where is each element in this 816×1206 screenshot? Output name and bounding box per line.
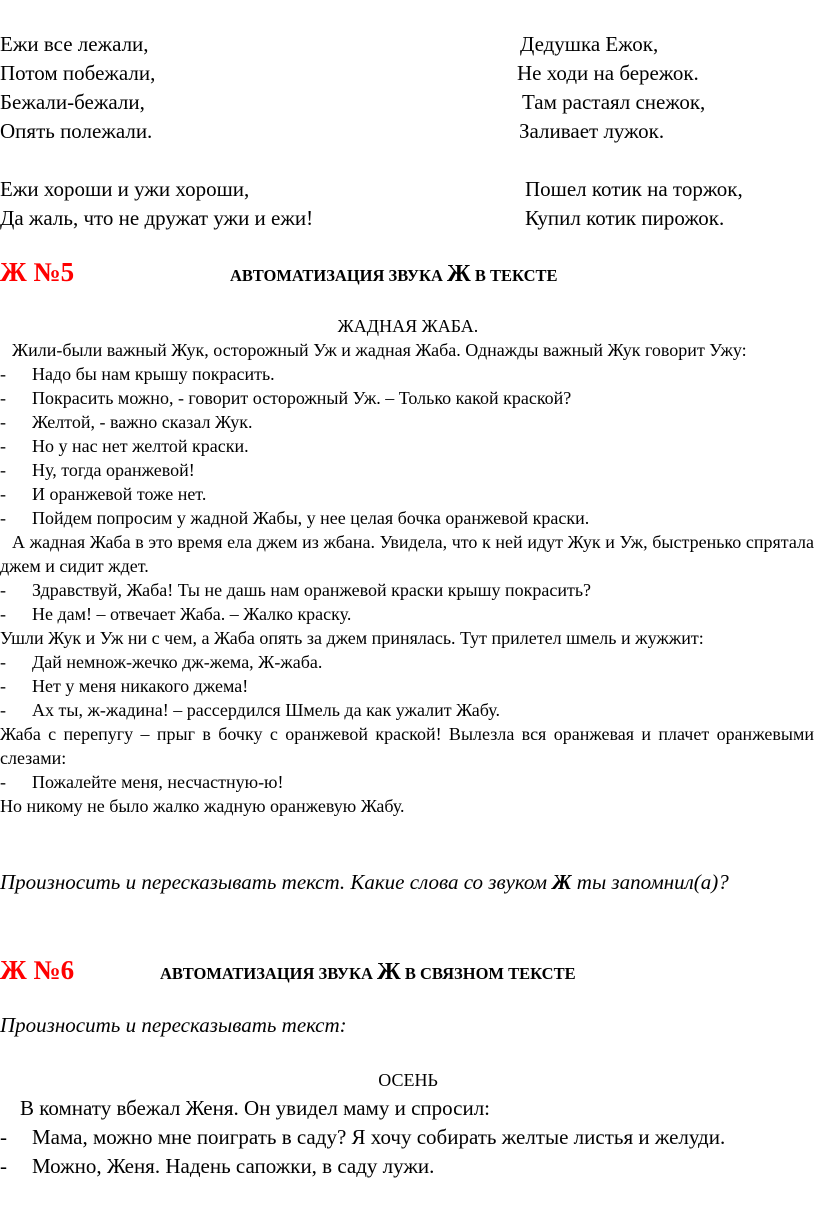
poem-line: Потом побежали, [0,61,156,85]
section-6-heading [0,952,816,992]
poem-left [0,30,313,233]
section-6-task: Произносить и пересказывать текст: [0,1013,347,1037]
section-5-heading [0,254,816,294]
dialogue-line: - Не дам! – отвечает Жаба. – Жалко краску. [0,602,814,626]
dialogue-line: - Покрасить можно, - говорит осторожный Уж. – Только какой краской? [0,386,814,410]
story-greedy-toad [0,338,814,818]
poem-right-top [517,30,705,146]
section-5-task: Произносить и пересказывать текст. Какие слова со звуком Ж ты запомнил(а)? [0,870,729,894]
paragraph: В комнату вбежал Женя. Он увидел маму и спросил: [20,1096,491,1120]
paragraph: Жаба с перепугу – прыг в бочку с оранжевой краской! Вылезла вся оранжевая и плачет оранжевыми слезами: [0,724,814,768]
poem-line: Купил котик пирожок. [525,206,725,230]
dialogue-line: - Но у нас нет желтой краски. [0,434,814,458]
section-5-title: АВТОМАТИЗАЦИЯ ЗВУКА Ж В ТЕКСТЕ [230,261,558,287]
dialogue-line: - Ах ты, ж-жадина! – рассердился Шмель да как ужалит Жабу. [0,698,814,722]
section-5-number: Ж №5 [0,257,75,287]
dialogue-line: - Здравствуй, Жаба! Ты не дашь нам оранжевой краски крышу покрасить? [0,578,814,602]
poem-line: Не ходи на бережок. [517,61,699,85]
dialogue-line: - Нет у меня никакого джема! [0,674,814,698]
dialogue-line: - Надо бы нам крышу покрасить. [0,362,814,386]
story-autumn [0,1094,814,1181]
poem-line: Ежи хороши и ужи хороши, [0,177,250,201]
poem-line-blank [0,146,313,175]
dialogue-line: - Можно, Женя. Надень сапожки, в саду лужи. [0,1152,814,1181]
dialogue-line: - Дай немнож-жечко дж-жема, Ж-жаба. [0,650,814,674]
poem-line: Опять полежали. [0,119,153,143]
poem-line: Там растаял снежок, [522,90,706,114]
paragraph: Ушли Жук и Уж ни с чем, а Жаба опять за джем принялась. Тут прилетел шмель и жужжит: [0,628,704,648]
poem-line: Дедушка Ежок, [520,32,659,56]
poem-line: Да жаль, что не дружат ужи и ежи! [0,206,314,230]
story-title-greedy-toad: ЖАДНАЯ ЖАБА. [337,316,479,336]
dialogue-line: - И оранжевой тоже нет. [0,482,814,506]
section-6-title: АВТОМАТИЗАЦИЯ ЗВУКА Ж В СВЯЗНОМ ТЕКСТЕ [160,959,576,985]
dialogue-line: - Желтой, - важно сказал Жук. [0,410,814,434]
paragraph: А жадная Жаба в это время ела джем из жбана. Увидела, что к ней идут Жук и Уж, быстренько спрятала джем и сидит ждет. [0,532,814,576]
poem-line: Пошел котик на торжок, [525,177,743,201]
dialogue-line: - Пойдем попросим у жадной Жабы, у нее целая бочка оранжевой краски. [0,506,814,530]
poem-line: Заливает лужок. [519,119,665,143]
poem-right-bottom [525,175,743,233]
poem-line: Бежали-бежали, [0,90,145,114]
paragraph: Но никому не было жалко жадную оранжевую Жабу. [0,796,405,816]
dialogue-line: - Ну, тогда оранжевой! [0,458,814,482]
poem-line: Ежи все лежали, [0,32,149,56]
dialogue-line: - Мама, можно мне поиграть в саду? Я хочу собирать желтые листья и желуди. [0,1123,814,1152]
section-6-number: Ж №6 [0,955,75,985]
story-title-autumn: ОСЕНЬ [378,1070,438,1090]
paragraph: Жили-были важный Жук, осторожный Уж и жадная Жаба. Однажды важный Жук говорит Ужу: [12,340,747,360]
dialogue-line: - Пожалейте меня, несчастную-ю! [0,770,814,794]
